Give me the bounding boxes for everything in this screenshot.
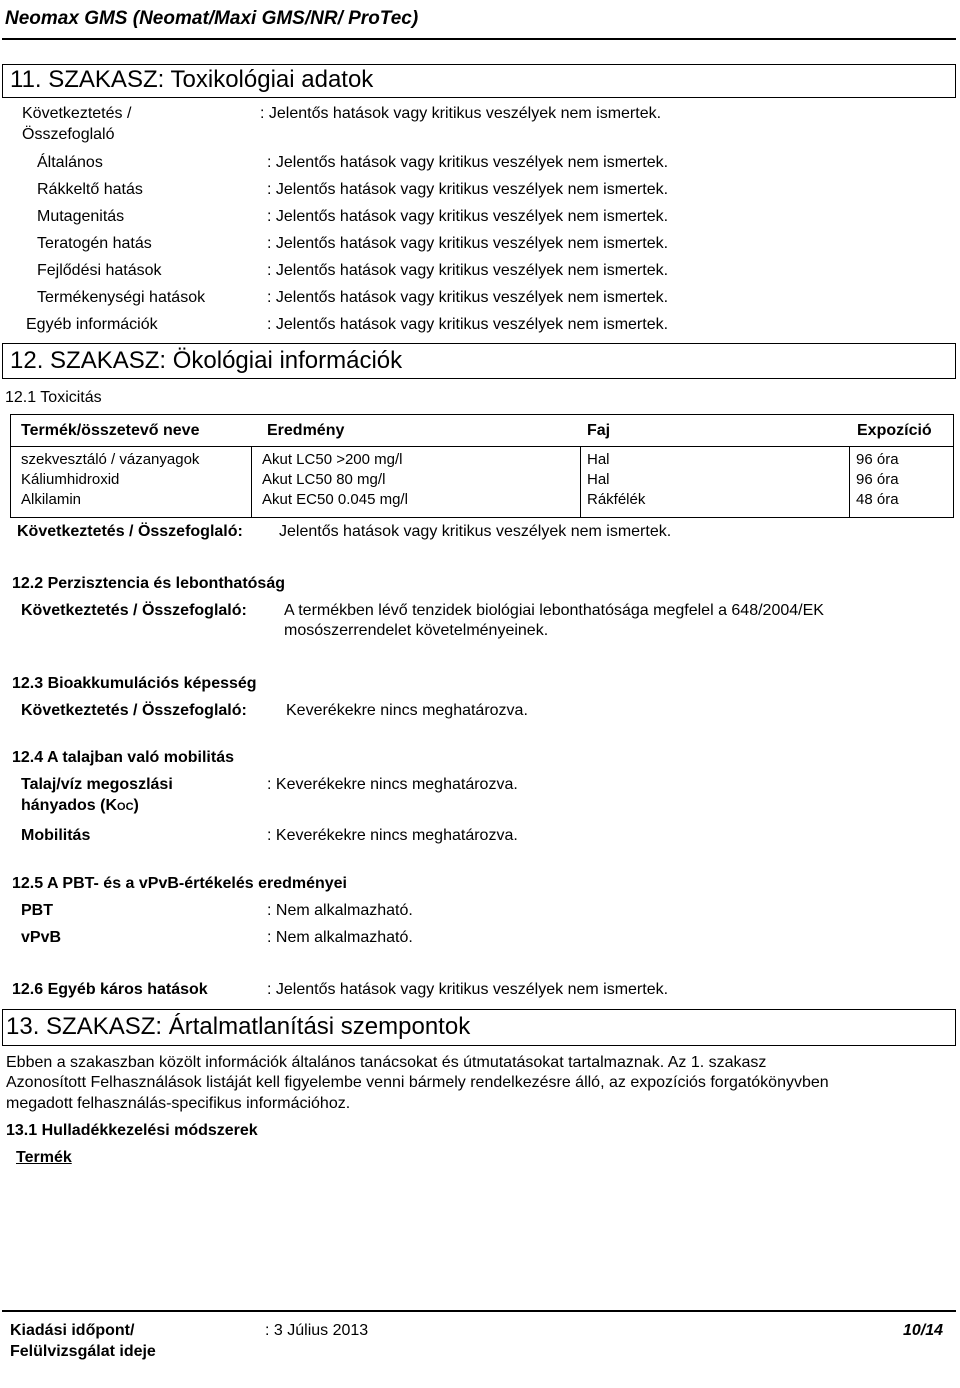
sec11-row-label: Rákkeltő hatás (37, 181, 143, 198)
footer-label-line-1: Kiadási időpont/ (10, 1322, 135, 1339)
table-header-product: Termék/összetevő neve (21, 422, 200, 439)
table-column-divider (580, 446, 581, 518)
table-cell-result: Akut LC50 >200 mg/l (262, 451, 403, 468)
tox-summary-label: Következtetés / Összefoglaló: (17, 523, 243, 540)
sec11-row-label: Teratogén hatás (37, 235, 152, 252)
sec11-summary-label-2: Összefoglaló (22, 126, 115, 143)
pbt-label: PBT (21, 902, 53, 919)
koc-label-line-1: Talaj/víz megoszlási (21, 776, 173, 793)
sec11-row-label: Általános (37, 154, 103, 171)
disposal-intro-line-2: Azonosított Felhasználások listáját kell figyelembe venni bármely rendelkezésre álló, az expozíciós forgatókönyvben (6, 1074, 829, 1091)
other-effects-title: 12.6 Egyéb káros hatások (12, 981, 208, 998)
sec11-row-label: Mutagenitás (37, 208, 125, 225)
sec11-other-label: Egyéb információk (26, 316, 158, 333)
sec11-summary-value: : Jelentős hatások vagy kritikus veszélyek nem ismertek. (260, 105, 662, 122)
bioaccumulation-value: Keverékekre nincs meghatározva. (286, 702, 528, 719)
sec11-row-label: Termékenységi hatások (37, 289, 206, 306)
bioaccumulation-title: 12.3 Bioakkumulációs képesség (12, 675, 257, 692)
persistence-title: 12.2 Perzisztencia és lebonthatóság (12, 575, 285, 592)
waste-methods-title: 13.1 Hulladékkezelési módszerek (6, 1122, 258, 1139)
vpvb-label: vPvB (21, 929, 62, 946)
sec11-row-value: : Jelentős hatások vagy kritikus veszélyek nem ismertek. (267, 154, 669, 171)
persistence-value-line-1: A termékben lévő tenzidek biológiai lebonthatósága megfelel a 648/2004/EK (284, 602, 824, 619)
koc-label-text: hányados (K (21, 797, 118, 814)
sec11-row-label: Fejlődési hatások (37, 262, 162, 279)
toxicity-table-header-divider (10, 446, 954, 447)
sec11-row-value: : Jelentős hatások vagy kritikus veszélyek nem ismertek. (267, 235, 669, 252)
footer-divider (2, 1310, 956, 1312)
table-cell-product: szekvesztáló / vázanyagok (21, 451, 200, 468)
koc-value: : Keverékekre nincs meghatározva. (267, 776, 518, 793)
table-cell-species: Rákfélék (587, 491, 646, 508)
table-header-result: Eredmény (267, 422, 345, 439)
toxicity-title: 12.1 Toxicitás (5, 389, 102, 406)
document-title: Neomax GMS (Neomat/Maxi GMS/NR/ ProTec) (5, 8, 419, 29)
mobility-value: : Keverékekre nincs meghatározva. (267, 827, 518, 844)
vpvb-value: : Nem alkalmazható. (267, 929, 413, 946)
section-12-title: 12. SZAKASZ: Ökológiai információk (10, 347, 403, 374)
bioaccumulation-label: Következtetés / Összefoglaló: (21, 702, 247, 719)
table-cell-exposure: 96 óra (856, 451, 899, 468)
section-11-title: 11. SZAKASZ: Toxikológiai adatok (10, 66, 374, 93)
sec11-row-value: : Jelentős hatások vagy kritikus veszélyek nem ismertek. (267, 289, 669, 306)
title-divider (2, 38, 956, 40)
footer-date: : 3 Július 2013 (265, 1322, 369, 1339)
table-cell-exposure: 96 óra (856, 471, 899, 488)
table-cell-species: Hal (587, 451, 610, 468)
sec11-row-value: : Jelentős hatások vagy kritikus veszélyek nem ismertek. (267, 181, 669, 198)
mobility-title: 12.4 A talajban való mobilitás (12, 749, 234, 766)
sec11-other-value: : Jelentős hatások vagy kritikus veszélyek nem ismertek. (267, 316, 669, 333)
table-column-divider (849, 446, 850, 518)
table-header-exposure: Expozíció (857, 422, 932, 439)
persistence-value-line-2: mosószerrendelet követelményeinek. (284, 622, 549, 639)
mobility-label: Mobilitás (21, 827, 91, 844)
table-header-species: Faj (587, 422, 611, 439)
disposal-intro-line-3: megadott felhasználás-specifikus információhoz. (6, 1095, 351, 1112)
table-column-divider (251, 446, 252, 518)
table-cell-result: Akut EC50 0.045 mg/l (262, 491, 408, 508)
product-label: Termék (16, 1149, 72, 1166)
sec11-summary-label-1: Következtetés / (22, 105, 132, 122)
table-cell-product: Káliumhidroxid (21, 471, 120, 488)
table-cell-exposure: 48 óra (856, 491, 899, 508)
footer-label-line-2: Felülvizsgálat ideje (10, 1343, 156, 1360)
table-cell-species: Hal (587, 471, 610, 488)
pbt-value: : Nem alkalmazható. (267, 902, 413, 919)
koc-label-close: ) (133, 797, 139, 814)
pbt-title: 12.5 A PBT- és a vPvB-értékelés eredményei (12, 875, 347, 892)
persistence-label: Következtetés / Összefoglaló: (21, 602, 247, 619)
sec11-row-value: : Jelentős hatások vagy kritikus veszélyek nem ismertek. (267, 262, 669, 279)
page-number: 10/14 (903, 1322, 944, 1339)
disposal-intro-line-1: Ebben a szakaszban közölt információk általános tanácsokat és útmutatásokat tartalmaznak. Az 1. szakasz (6, 1054, 767, 1071)
koc-label-subscript: OC (117, 801, 134, 813)
tox-summary-value: Jelentős hatások vagy kritikus veszélyek nem ismertek. (279, 523, 672, 540)
sec11-row-value: : Jelentős hatások vagy kritikus veszélyek nem ismertek. (267, 208, 669, 225)
table-cell-product: Alkilamin (21, 491, 82, 508)
koc-label-line-2 (21, 797, 139, 815)
other-effects-value: : Jelentős hatások vagy kritikus veszélyek nem ismertek. (267, 981, 669, 998)
table-cell-result: Akut LC50 80 mg/l (262, 471, 386, 488)
section-13-title: 13. SZAKASZ: Ártalmatlanítási szempontok (6, 1013, 471, 1040)
